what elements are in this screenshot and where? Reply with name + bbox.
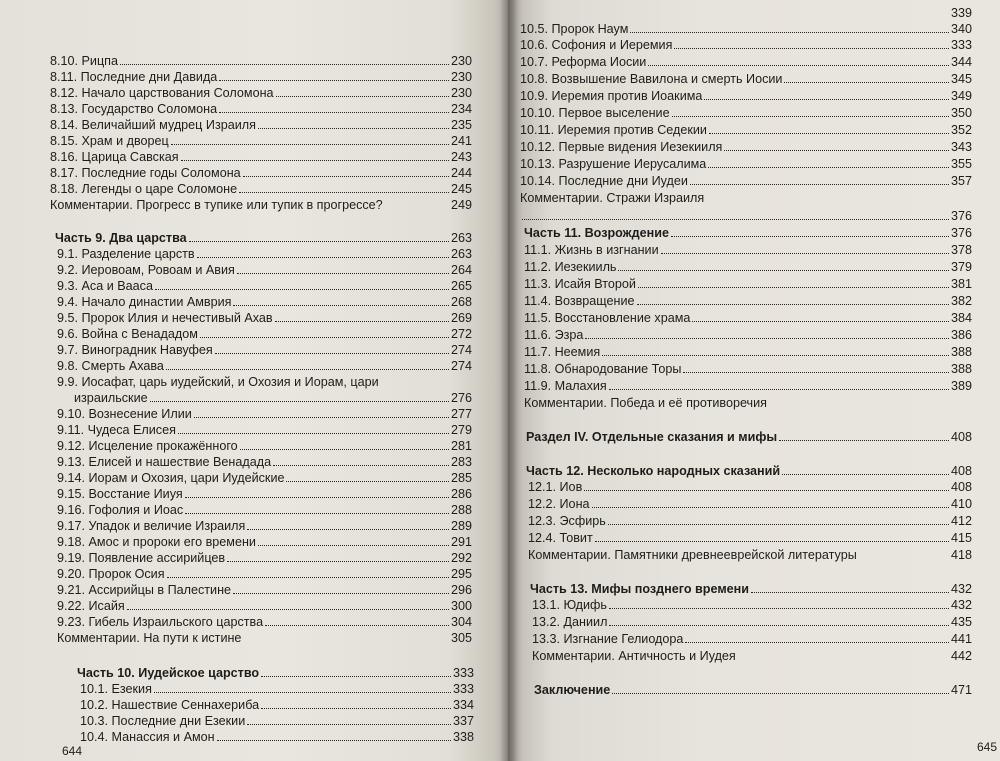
toc-entry-commentary: Комментарии. Стражи Израиля	[520, 191, 705, 205]
toc-entry: 10.5. Пророк Наум 340	[520, 22, 972, 36]
toc-entry-commentary: Комментарии. Победа и её противоречия	[524, 396, 767, 410]
toc-part-heading: Часть 13. Мифы позднего времени 432	[530, 582, 972, 596]
toc-entry: 10.4. Манассия и Амон 338	[80, 730, 474, 744]
toc-entry: 10.1. Езекия 333	[80, 682, 474, 696]
toc-entry: 9.1. Разделение царств 263	[57, 247, 472, 261]
toc-entry: 8.14. Величайший мудрец Израиля 235	[50, 118, 472, 132]
toc-entry: 10.10. Первое выселение 350	[520, 106, 972, 120]
toc-entry-commentary: Комментарии. Античность и Иудея 442	[532, 649, 972, 663]
toc-entry: 8.16. Царица Савская 243	[50, 150, 472, 164]
toc-entry: 10.9. Иеремия против Иоакима 349	[520, 89, 972, 103]
toc-entry: 8.17. Последние годы Соломона 244	[50, 166, 472, 180]
toc-entry: 9.11. Чудеса Елисея 279	[57, 423, 472, 437]
toc-entry: 9.3. Аса и Вааса 265	[57, 279, 472, 293]
toc-entry: 9.5. Пророк Илия и нечестивый Ахав 269	[57, 311, 472, 325]
toc-entry: 11.2. Иезекииль 379	[524, 260, 972, 274]
toc-entry: 9.10. Вознесение Илии 277	[57, 407, 472, 421]
toc-entry: 8.13. Государство Соломона 234	[50, 102, 472, 116]
toc-entry: 9.17. Упадок и величие Израиля 289	[57, 519, 472, 533]
toc-entry: 13.2. Даниил 435	[532, 615, 972, 629]
toc-part-heading: Часть 9. Два царства 263	[55, 231, 472, 245]
toc-entry: 9.20. Пророк Осия 295	[57, 567, 472, 581]
toc-entry: 9.8. Смерть Ахава 274	[57, 359, 472, 373]
toc-entry: 9.2. Иеровоам, Ровоам и Авия 264	[57, 263, 472, 277]
toc-entry-commentary: Комментарии. На пути к истине 305	[57, 631, 472, 645]
toc-entry: 9.21. Ассирийцы в Палестине 296	[57, 583, 472, 597]
toc-entry: 9.14. Иорам и Охозия, цари Иудейские 285	[57, 471, 472, 485]
toc-entry: 11.5. Восстановление храма 384	[524, 311, 972, 325]
toc-entry: 9.15. Восстание Ииуя 286	[57, 487, 472, 501]
toc-entry: 11.9. Малахия 389	[524, 379, 972, 393]
toc-entry: 9.12. Исцеление прокажённого 281	[57, 439, 472, 453]
toc-entry: 11.6. Эзра 386	[524, 328, 972, 342]
toc-entry: 10.13. Разрушение Иерусалима 355	[520, 157, 972, 171]
toc-entry: 12.4. Товит 415	[528, 531, 972, 545]
toc-entry: 11.8. Обнародование Торы 388	[524, 362, 972, 376]
toc-entry: 8.18. Легенды о царе Соломоне 245	[50, 182, 472, 196]
toc-section-heading: Раздел IV. Отдельные сказания и мифы 408	[526, 430, 972, 444]
toc-part-heading: Часть 10. Иудейское царство 333	[77, 666, 474, 680]
toc-entry: 9.13. Елисей и нашествие Венадада 283	[57, 455, 472, 469]
toc-entry-line1: 9.9. Иосафат, царь иудейский, и Охозия и Иорам, цари	[57, 375, 379, 389]
toc-entry: 10.3. Последние дни Езекии 337	[80, 714, 474, 728]
toc-entry: 8.15. Храм и дворец 241	[50, 134, 472, 148]
toc-entry: 13.3. Изгнание Гелиодора 441	[532, 632, 972, 646]
toc-entry-page: 376	[520, 209, 972, 223]
toc-entry: 11.1. Жизнь в изгнании 378	[524, 243, 972, 257]
toc-entry: 10.8. Возвышение Вавилона и смерть Иосии 345	[520, 72, 972, 86]
toc-entry: 12.2. Иона 410	[528, 497, 972, 511]
toc-entry: 12.3. Эсфирь 412	[528, 514, 972, 528]
toc-entry: 11.4. Возвращение 382	[524, 294, 972, 308]
toc-entry: 9.7. Виноградник Навуфея 274	[57, 343, 472, 357]
toc-entry: 9.19. Появление ассирийцев 292	[57, 551, 472, 565]
toc-entry-commentary: Комментарии. Прогресс в тупике или тупик в прогрессе? 249	[50, 198, 472, 212]
page-number-right: 645	[977, 740, 998, 754]
toc-entry: 8.11. Последние дни Давида 230	[50, 70, 472, 84]
toc-entry: 11.7. Неемия 388	[524, 345, 972, 359]
toc-entry: 9.23. Гибель Израильского царства 304	[57, 615, 472, 629]
toc-entry: 8.10. Рицпа 230	[50, 54, 472, 68]
toc-part-heading: Часть 12. Несколько народных сказаний 408	[526, 464, 972, 478]
toc-entry: 10.12. Первые видения Иезекииля 343	[520, 140, 972, 154]
toc-entry: 10.6. Софония и Иеремия 333	[520, 38, 972, 52]
toc-entry-line2: израильские 276	[74, 391, 472, 405]
toc-entry: 12.1. Иов 408	[528, 480, 972, 494]
toc-entry: 10.11. Иеремия против Седекии 352	[520, 123, 972, 137]
toc-entry: 9.22. Исайя 300	[57, 599, 472, 613]
toc-entry: 9.16. Гофолия и Иоас 288	[57, 503, 472, 517]
toc-conclusion: Заключение 471	[534, 683, 972, 697]
toc-entry: 10.7. Реформа Иосии 344	[520, 55, 972, 69]
toc-entry: 10.2. Нашествие Сеннахериба 334	[80, 698, 474, 712]
toc-entry: 11.3. Исайя Второй 381	[524, 277, 972, 291]
book-gutter	[500, 0, 518, 761]
toc-entry: 9.18. Амос и пророки его времени 291	[57, 535, 472, 549]
toc-entry: 8.12. Начало царствования Соломона 230	[50, 86, 472, 100]
toc-entry: 339	[950, 6, 972, 20]
toc-entry: 13.1. Юдифь 432	[532, 598, 972, 612]
toc-entry-commentary: Комментарии. Памятники древнееврейской литературы 418	[528, 548, 972, 562]
toc-entry: 9.6. Война с Венададом 272	[57, 327, 472, 341]
toc-entry: 10.14. Последние дни Иудеи 357	[520, 174, 972, 188]
page-number-left: 644	[62, 744, 83, 758]
toc-entry: 9.4. Начало династии Амврия 268	[57, 295, 472, 309]
toc-part-heading: Часть 11. Возрождение 376	[524, 226, 972, 240]
